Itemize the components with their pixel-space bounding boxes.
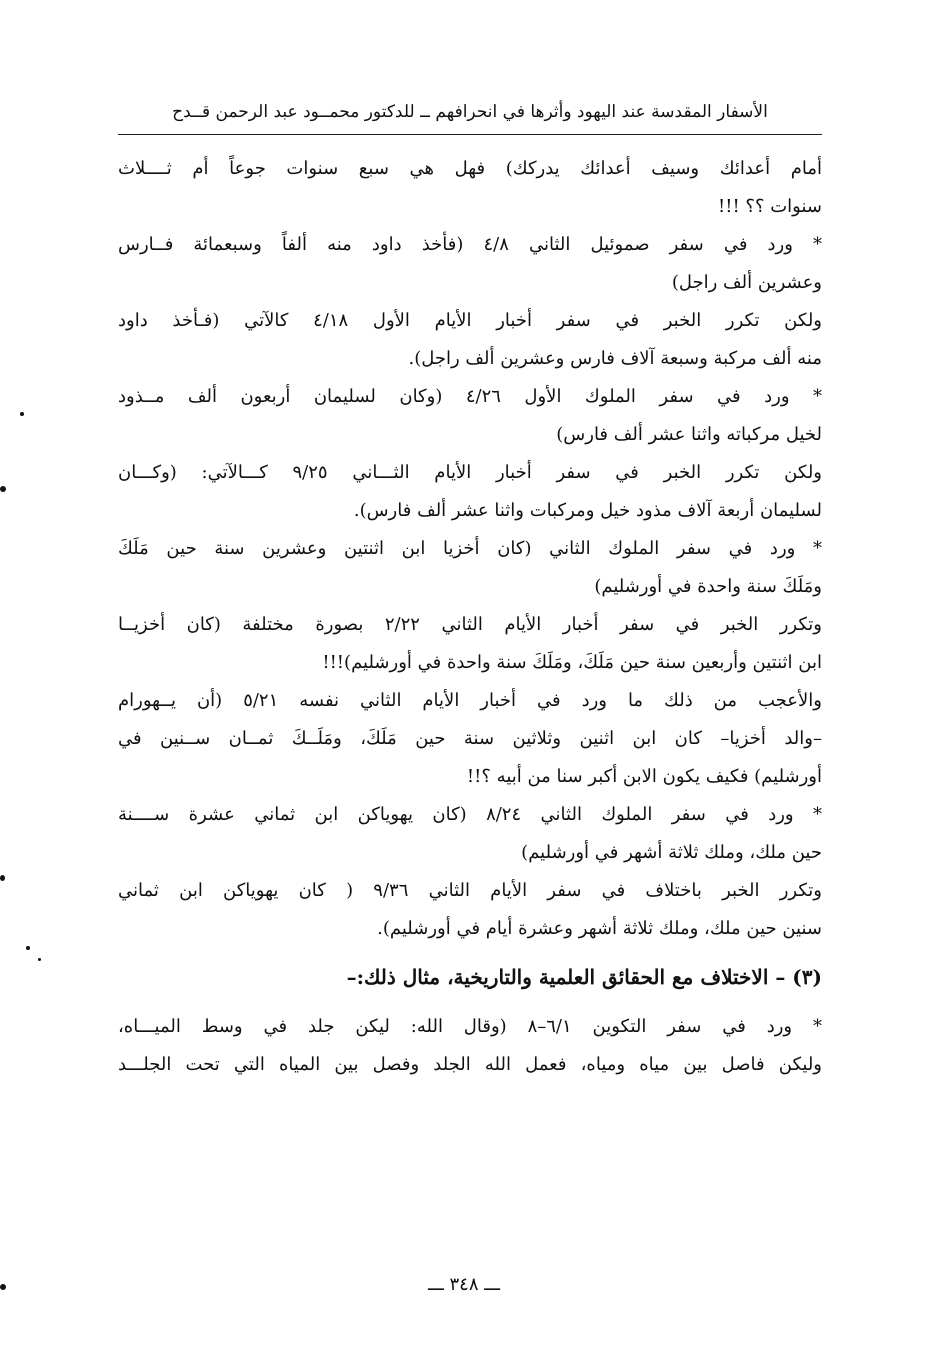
text-line: منه ألف مركبة وسبعة آلاف فارس وعشرين ألف راجل). [408,348,822,369]
text-line: ومَلَكَ سنة واحدة في أورشليم) [594,576,822,597]
scan-speck [26,946,30,950]
text-line: أورشليم) فكيف يكون الابن أكبر سنا من أبيه ؟!! [466,766,822,787]
scan-speck [20,412,24,416]
scan-speck [0,486,6,492]
text-line: وليكن فاصل بين مياه ومياه، فعمل الله الجلد وفصل بين المياه التي تحت الجلـــد [118,1054,822,1075]
text-line: لخيل مركباته واثنا عشر ألف فارس) [556,424,822,445]
text-line: * ورد في سفر التكوين ٦/١–٨ (وقال الله: ليكن جلد في وسط الميـــاه، [118,1016,822,1037]
text-line: سنوات ؟؟ !!! [717,196,822,217]
text-line: سنين حين ملك، وملك ثلاثة أشهر وعشرة أيام في أورشليم). [377,918,822,939]
text-line: * ورد في سفر الملوك الثاني (كان أخزيا ابن اثنتين وعشرين سنة حين مَلَكَ [118,538,822,559]
text-line: وتكرر الخبر في سفر أخبار الأيام الثاني ٢/٢٢ بصورة مختلفة (كان أخزيــا [118,614,822,635]
text-line: لسليمان أربعة آلاف مذود خيل ومركبات واثنا عشر ألف فارس). [353,500,822,521]
text-line: وتكرر الخبر باختلاف في سفر الأيام الثاني ٩/٣٦ ( كان يهوياكن ابن ثماني [118,880,822,901]
text-line: والأعجب من ذلك ما ورد في أخبار الأيام الثاني نفسه ٥/٢١ (أن يــهورام [118,690,822,711]
text-line: –والد أخزيا– كان ابن اثنين وثلاثين سنة حين مَلَكَ، ومَلَــكَ ثمــان ســنين في [118,728,822,749]
text-line: حين ملك، وملك ثلاثة أشهر في أورشليم) [521,842,822,863]
scan-speck [0,1284,6,1290]
body-text [118,150,822,1084]
text-line: * ورد في سفر الملوك الأول ٤/٢٦ (وكان لسليمان أربعون ألف مــذود [118,386,822,407]
text-line: أمام أعدائك وسيف أعدائك يدركك) فهل هي سبع سنوات جوعاً أم ثــــلاث [118,158,822,179]
text-line: ابن اثنتين وأربعين سنة حين مَلَكَ، ومَلَكَ سنة واحدة في أورشليم)!!! [322,652,822,673]
text-line: ولكن تكرر الخبر في سفر أخبار الأيام الثـــاني ٩/٢٥ كـــالآتي: (وكـــان [118,462,822,483]
page-number: ـــ ٣٤٨ ـــ [427,1274,501,1295]
scan-speck [0,875,5,881]
running-header: الأسفار المقدسة عند اليهود وأثرها في انحرافهم ــ للدكتور محمــود عبد الرحمن قــدح [172,102,768,122]
text-line: * ورد في سفر صموئيل الثاني ٤/٨ (فأخذ داود منه ألفاً وسبعمائة فــارس [118,234,822,255]
text-line: ولكن تكرر الخبر في سفر أخبار الأيام الأول ٤/١٨ كالآتي (فـأخذ داود [118,310,822,331]
section-heading: (٣) – الاختلاف مع الحقائق العلمية والتاريخية، مثال ذلك:– [346,965,822,989]
text-line: * ورد في سفر الملوك الثاني ٨/٢٤ (كان يهوياكن ابن ثماني عشرة ســــنة [118,804,822,825]
text-line: وعشرين ألف راجل) [671,272,822,293]
header-rule [118,134,822,135]
scan-speck [38,958,41,961]
